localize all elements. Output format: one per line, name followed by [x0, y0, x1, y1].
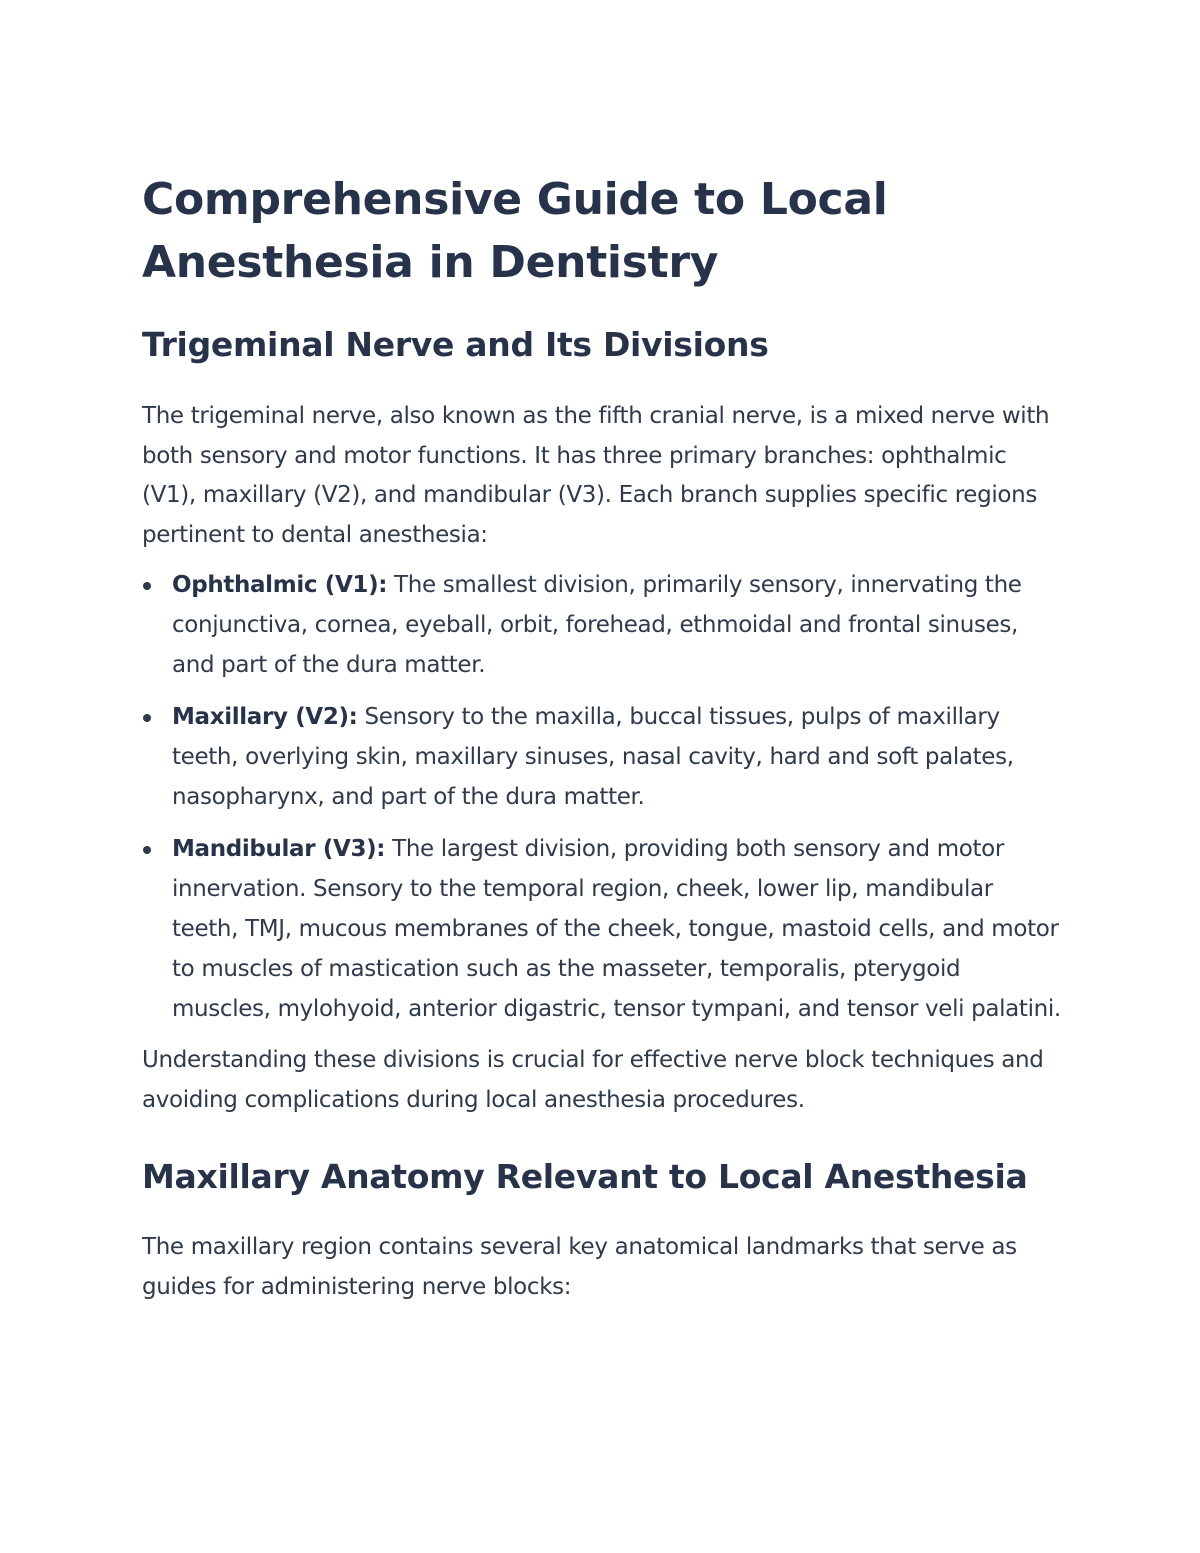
list-item-text: Sensory to the maxilla, buccal tissues, pulps of maxillary teeth, overlying skin, maxillary sinuses, nasal cavity, hard and soft palates, nasopharynx, and part of the dura matter.	[172, 704, 1014, 810]
section-conclusion-trigeminal: Understanding these divisions is crucial for effective nerve block techniques and avoiding complications during local anesthesia procedures.	[142, 1047, 1044, 1113]
bullet-icon	[143, 582, 151, 590]
list-item-term: Maxillary (V2):	[172, 704, 358, 730]
section-intro-trigeminal: The trigeminal nerve, also known as the fifth cranial nerve, is a mixed nerve with both sensory and motor functions. It has three primary branches: ophthalmic (V1), maxillary (V2), and mandibular (V3). Each branch supplies specific regions pertinent to dental anesthesia:	[142, 403, 1050, 548]
list-item-term: Ophthalmic (V1):	[172, 572, 388, 598]
bullet-icon	[143, 714, 151, 722]
nerve-divisions-list	[142, 565, 1062, 1029]
document-page	[142, 168, 1062, 1307]
list-item-text: The smallest division, primarily sensory, innervating the conjunctiva, cornea, eyeball, orbit, forehead, ethmoidal and frontal sinuses, and part of the dura matter.	[172, 572, 1022, 678]
list-item-mandibular	[142, 829, 1062, 1029]
bullet-icon	[143, 846, 151, 854]
list-item-text: The largest division, providing both sensory and motor innervation. Sensory to the temporal region, cheek, lower lip, mandibular teeth, TMJ, mucous membranes of the cheek, tongue, mastoid cells, and motor to muscles of mastication such as the masseter, temporalis, pterygoid muscles, mylohyoid, anterior digastric, tensor tympani, and tensor veli palatini.	[172, 836, 1061, 1022]
section-heading-maxillary-anatomy: Maxillary Anatomy Relevant to Local Anesthesia	[142, 1157, 1028, 1196]
list-item-term: Mandibular (V3):	[172, 836, 386, 862]
section-heading-trigeminal: Trigeminal Nerve and Its Divisions	[142, 325, 769, 364]
page-title: Comprehensive Guide to Local Anesthesia in Dentistry	[142, 174, 888, 288]
list-item-maxillary	[142, 697, 1062, 817]
list-item-ophthalmic	[142, 565, 1062, 685]
section-intro-maxillary-anatomy: The maxillary region contains several key anatomical landmarks that serve as guides for administering nerve blocks:	[142, 1234, 1017, 1300]
